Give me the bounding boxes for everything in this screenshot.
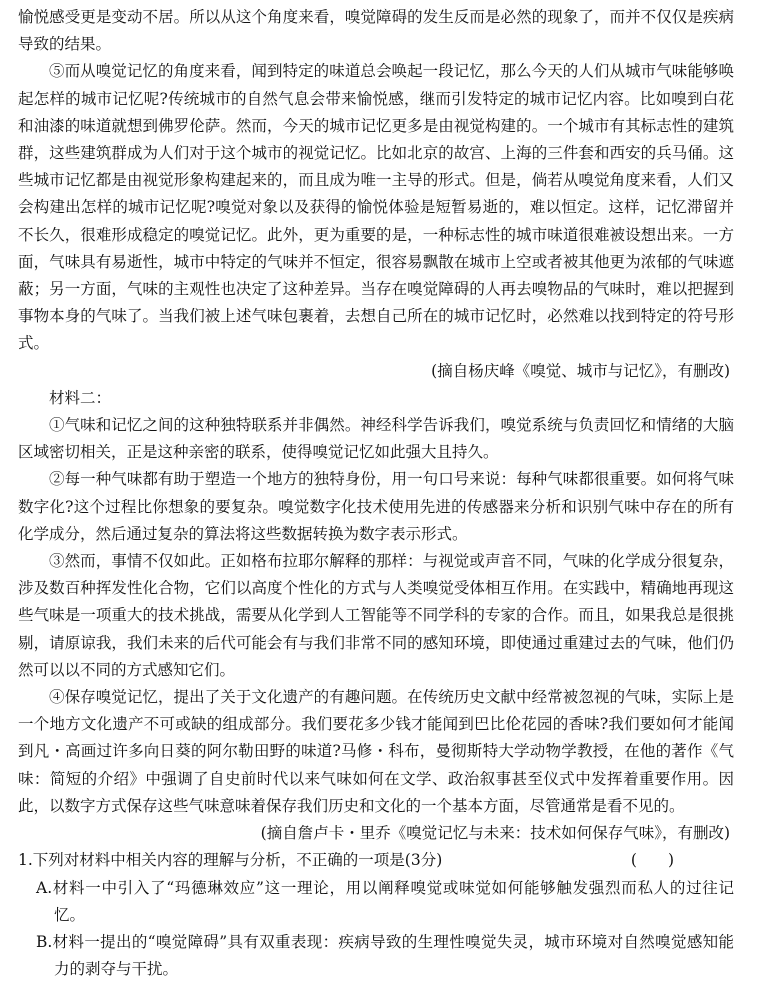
material1-paragraph-continued: 愉悦感受更是变动不居。所以从这个角度来看，嗅觉障碍的发生反而是必然的现象了，而并不仅仅是疾病导致的结果。 xyxy=(18,8,734,54)
material2-source: (摘自詹卢卡・里乔《嗅觉记忆与未来：技术如何保存气味》，有删改) xyxy=(260,824,730,843)
material1-source: (摘自杨庆峰《嗅觉、城市与记忆》，有删改) xyxy=(431,361,730,380)
question-1-stem xyxy=(18,847,734,874)
answer-blank[interactable]: ( ) xyxy=(630,851,674,870)
question-1-text: 1.下列对材料中相关内容的理解与分析，不正确的一项是(3分) xyxy=(18,851,443,870)
material2-paragraph-1: ①气味和记忆之间的这种独特联系并非偶然。神经科学告诉我们，嗅觉系统与负责回忆和情绪的大脑区域密切相关，正是这种亲密的联系，使得嗅觉记忆如此强大且持久。 xyxy=(18,416,734,462)
exam-page xyxy=(18,4,734,983)
question-1-option-a[interactable]: A.材料一中引入了“玛德琳效应”这一理论，用以阐释嗅觉或味觉如何能够触发强烈而私人的过往记忆。 xyxy=(36,878,734,924)
material2-paragraph-4: ④保存嗅觉记忆，提出了关于文化遗产的有趣问题。在传统历史文献中经常被忽视的气味，实际上是一个地方文化遗产不可或缺的组成部分。我们要花多少钱才能闻到巴比伦花园的香味?我们要如何才能闻到凡・高画过许多向日葵的阿尔勒田野的味道?马修・科布，曼彻斯特大学动物学教授，在他的著作《气味：简短的介绍》中强调了自史前时代以来气味如何在文学、政治叙事甚至仪式中发挥着重要作用。因此，以数字方式保存这些气味意味着保存我们历史和文化的一个基本方面，尽管通常是看不见的。 xyxy=(18,688,734,815)
question-1-option-b[interactable]: B.材料一提出的“嗅觉障碍”具有双重表现：疾病导致的生理性嗅觉失灵，城市环境对自然嗅觉感知能力的剥夺与干扰。 xyxy=(36,932,734,979)
material2-paragraph-2: ②每一种气味都有助于塑造一个地方的独特身份，用一句口号来说：每种气味都很重要。如何将气味数字化?这个过程比你想象的要复杂。嗅觉数字化技术使用先进的传感器来分析和识别气味中存在的所有化学成分，然后通过复杂的算法将这些数据转换为数字表示形式。 xyxy=(18,470,734,543)
material1-paragraph-5: ⑤而从嗅觉记忆的角度来看，闻到特定的味道总会唤起一段记忆，那么今天的人们从城市气味能够唤起怎样的城市记忆呢?传统城市的自然气息会带来愉悦感，继而引发特定的城市记忆内容。比如嗅到白花和油漆的味道就想到佛罗伦萨。然而，今天的城市记忆更多是由视觉构建的。一个城市有其标志性的建筑群，这些建筑群成为人们对于这个城市的视觉记忆。比如北京的故宫、上海的三件套和西安的兵马俑。这些城市记忆都是由视觉形象构建起来的，而且成为唯一主导的形式。但是，倘若从嗅觉角度来看，人们又会构建出怎样的城市记忆呢?嗅觉对象以及获得的愉悦体验是短暂易逝的，难以恒定。这样，记忆滞留并不长久，很难形成稳定的嗅觉记忆。此外，更为重要的是，一种标志性的城市味道很难被设想出来。一方面，气味具有易逝性，城市中特定的气味并不恒定，很容易飘散在城市上空或者被其他更为浓郁的气味遮蔽；另一方面，气味的主观性也决定了这种差异。当存在嗅觉障碍的人再去嗅物品的气味时，难以把握到事物本身的气味了。当我们被上述气味包裹着，去想自己所在的城市记忆时，必然难以找到特定的符号形式。 xyxy=(18,62,734,353)
material2-label: 材料二： xyxy=(49,388,112,407)
material2-paragraph-3: ③然而，事情不仅如此。正如格布拉耶尔解释的那样：与视觉或声音不同，气味的化学成分很复杂，涉及数百种挥发性化合物，它们以高度个性化的方式与人类嗅觉受体相互作用。在实践中，精确地再现这些气味是一项重大的技术挑战，需要从化学到人工智能等不同学科的专家的合作。而且，如果我总是很挑剔，请原谅我，我们未来的后代可能会有与我们非常不同的感知环境，即使通过重建过去的气味，他们仍然可以以不同的方式感知它们。 xyxy=(18,552,734,679)
